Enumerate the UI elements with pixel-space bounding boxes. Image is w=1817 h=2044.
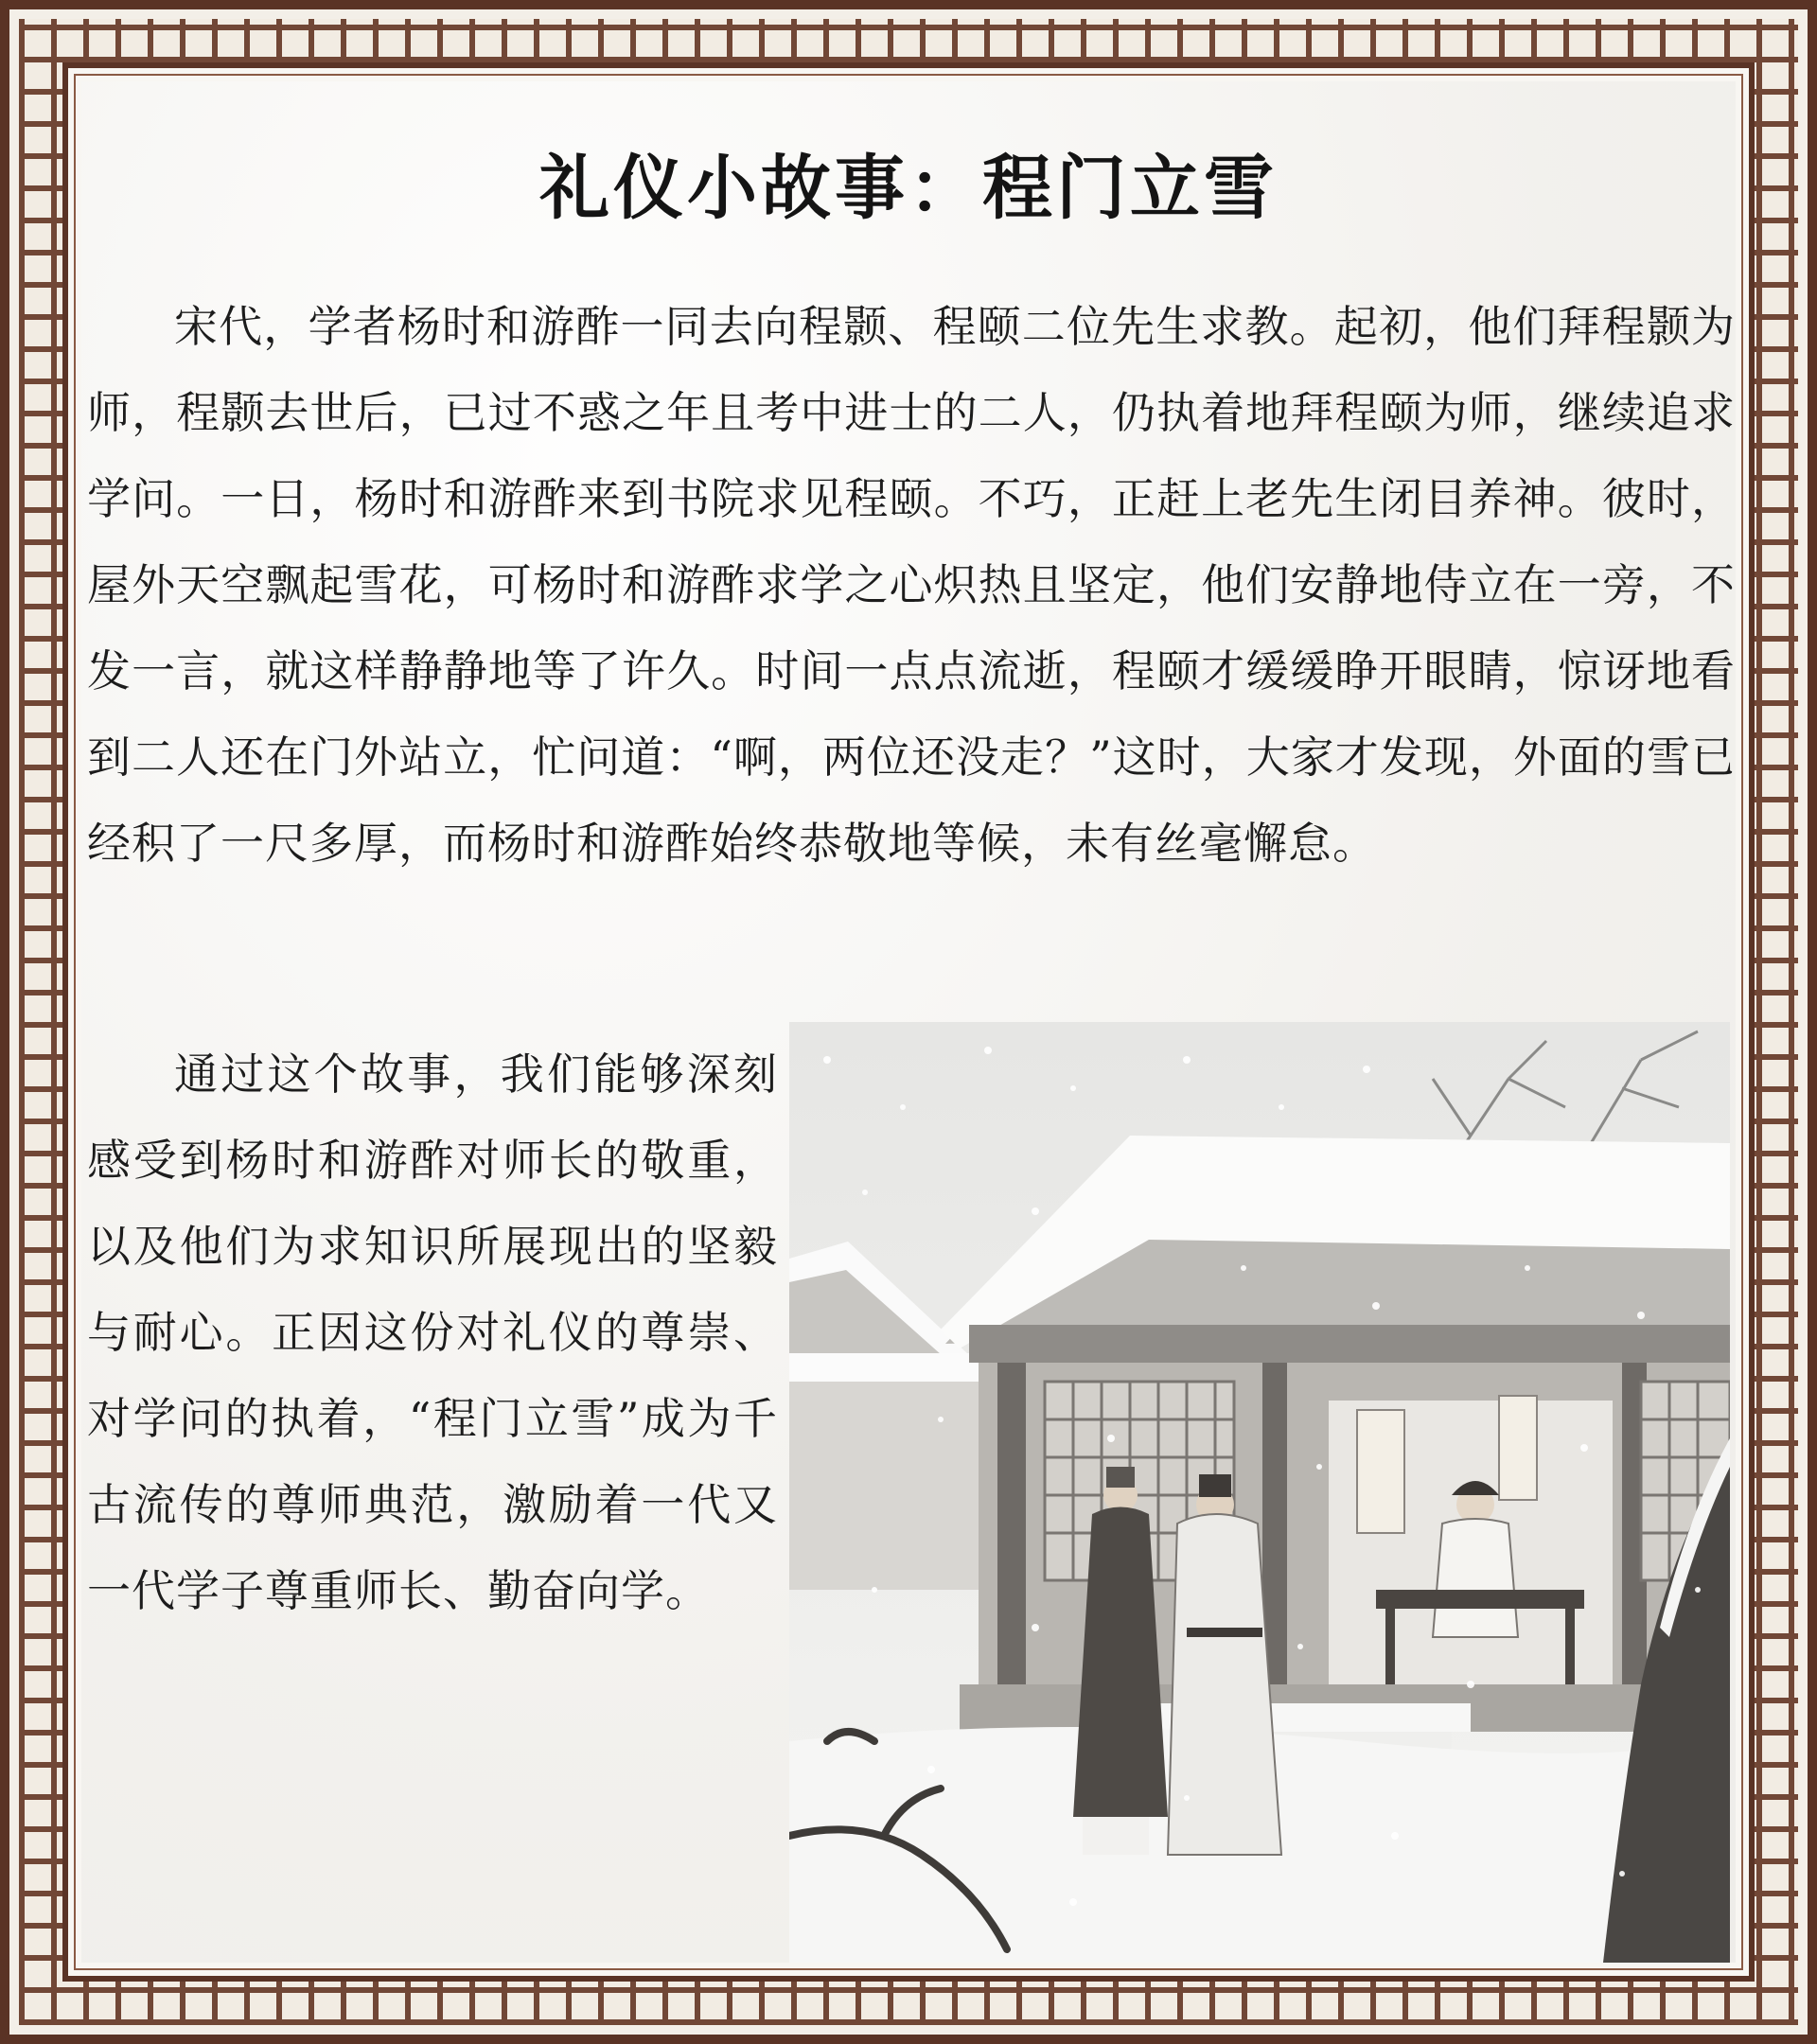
two-scholars [1073, 1467, 1281, 1855]
moral-paragraph: 通过这个故事，我们能够深刻感受到杨时和游酢对师长的敬重，以及他们为求知识所展现出的坚毅与耐心。正因这份对礼仪的尊崇、对学问的执着，“程门立雪”成为千古流传的尊师典范，激励着一代又一代学子尊重师长、勤奋向学。 [87, 1048, 778, 1616]
snow-scene-illustration [789, 1022, 1730, 1963]
story-paragraph: 宋代，学者杨时和游酢一同去向程颢、程颐二位先生求教。起初，他们拜程颢为师，程颢去世后，已过不惑之年且考中进士的二人，仍执着地拜程颐为师，继续追求学问。一日，杨时和游酢来到书院求见程颐。不巧，正赶上老先生闭目养神。彼时，屋外天空飘起雪花，可杨时和游酢求学之心炽热且坚定，他们安静地侍立在一旁，不发一言，就这样静静地等了许久。时间一点点流逝，程颐才缓缓睁开眼睛，惊讶地看到二人还在门外站立，忙问道：“啊，两位还没走？”这时，大家才发现，外面的雪已经积了一尺多厚，而杨时和游酢始终恭敬地等候，未有丝毫懈怠。 [87, 301, 1736, 869]
ink-painting [789, 1022, 1730, 1963]
page-title: 礼仪小故事：程门立雪 [539, 148, 1278, 229]
main-hall [941, 1136, 1730, 1751]
